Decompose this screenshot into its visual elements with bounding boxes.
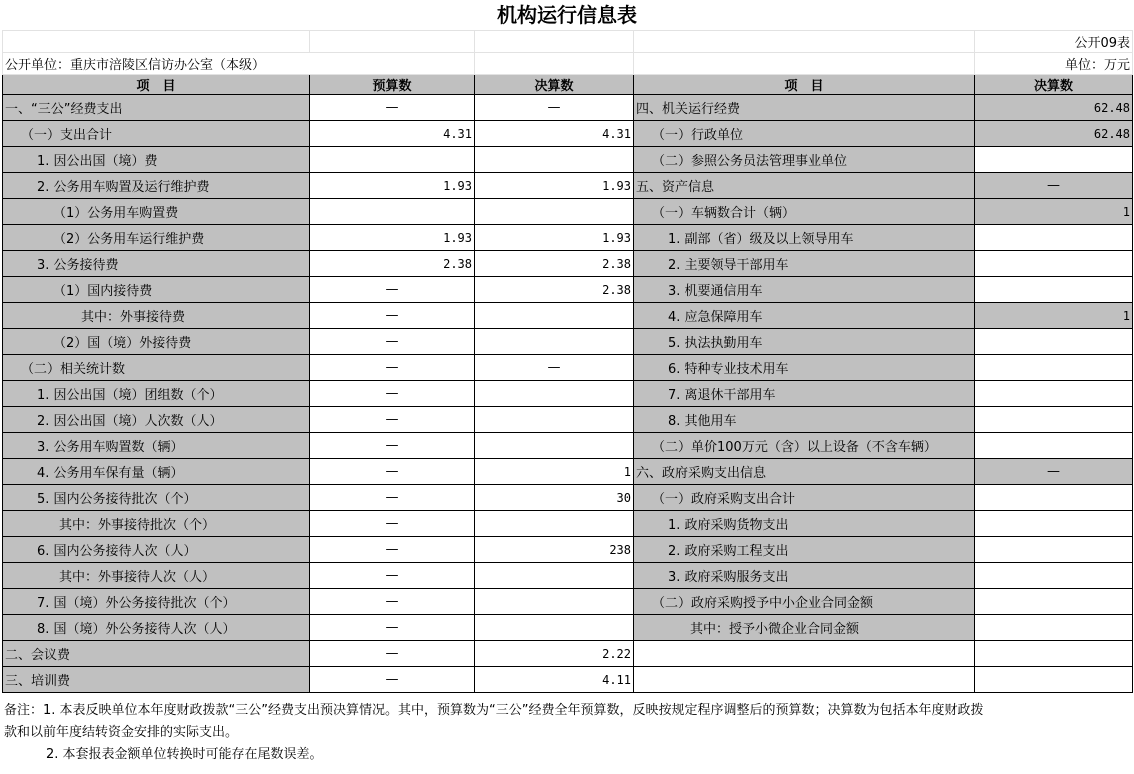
row-item-left: 其中：外事接待批次（个） [3, 511, 310, 537]
table-row [3, 433, 1133, 459]
note-line-2: 款和以前年度结转资金安排的实际支出。 [4, 725, 239, 740]
row-item-left: 2. 因公出国（境）人次数（人） [3, 407, 310, 433]
currency-unit: 单位：万元 [975, 53, 1133, 75]
row-right-value: — [975, 459, 1133, 485]
row-item-left: （2）国（境）外接待费 [3, 329, 310, 355]
row-final-value: 4.11 [475, 667, 634, 693]
row-final-value: 1 [475, 459, 634, 485]
table-row [3, 589, 1133, 615]
row-right-value: 1 [975, 199, 1133, 225]
row-budget-value: — [310, 381, 475, 407]
row-budget-value: 1.93 [310, 225, 475, 251]
row-budget-value: — [310, 511, 475, 537]
row-final-value: 238 [475, 537, 634, 563]
row-item-left: 3. 公务用车购置数（辆） [3, 433, 310, 459]
row-right-value [975, 225, 1133, 251]
table-row [3, 407, 1133, 433]
row-right-value [975, 407, 1133, 433]
row-item-right: 1. 副部（省）级及以上领导用车 [634, 225, 975, 251]
row-item-right: 其中：授予小微企业合同金额 [634, 615, 975, 641]
header-item-right: 项 目 [634, 75, 975, 95]
row-right-value: 62.48 [975, 121, 1133, 147]
row-item-right: 8. 其他用车 [634, 407, 975, 433]
table-row [3, 277, 1133, 303]
row-final-value [475, 511, 634, 537]
row-right-value [975, 641, 1133, 667]
row-right-value: — [975, 173, 1133, 199]
row-budget-value: — [310, 433, 475, 459]
row-item-left: 二、会议费 [3, 641, 310, 667]
table-row [3, 485, 1133, 511]
table-row [3, 355, 1133, 381]
table-code: 公开09表 [975, 31, 1133, 53]
row-item-left: 8. 国（境）外公务接待人次（人） [3, 615, 310, 641]
row-final-value [475, 563, 634, 589]
row-final-value [475, 199, 634, 225]
row-item-left: 其中：外事接待人次（人） [3, 563, 310, 589]
row-right-value [975, 355, 1133, 381]
row-right-value [975, 589, 1133, 615]
notes [4, 700, 1130, 766]
row-final-value: 30 [475, 485, 634, 511]
row-item-left: 5. 国内公务接待批次（个） [3, 485, 310, 511]
table-row [3, 95, 1133, 121]
header-final: 决算数 [475, 75, 634, 95]
table-row [3, 511, 1133, 537]
row-final-value [475, 147, 634, 173]
note-line-3: 2. 本套报表金额单位转换时可能存在尾数误差。 [46, 747, 323, 762]
row-final-value [475, 407, 634, 433]
row-budget-value [310, 199, 475, 225]
table-row [3, 667, 1133, 693]
row-final-value: 1.93 [475, 225, 634, 251]
row-right-value [975, 147, 1133, 173]
row-item-right: 3. 机要通信用车 [634, 277, 975, 303]
row-budget-value: — [310, 615, 475, 641]
table-row [3, 381, 1133, 407]
table-body [3, 95, 1133, 693]
row-budget-value: — [310, 329, 475, 355]
table-row [3, 615, 1133, 641]
row-final-value [475, 615, 634, 641]
info-table-container [2, 30, 1132, 693]
row-item-right: （二）单价100万元（含）以上设备（不含车辆） [634, 433, 975, 459]
row-item-left: （1）公务用车购置费 [3, 199, 310, 225]
row-item-right: 7. 离退休干部用车 [634, 381, 975, 407]
row-right-value [975, 277, 1133, 303]
row-budget-value: 1.93 [310, 173, 475, 199]
row-item-right: （一）政府采购支出合计 [634, 485, 975, 511]
row-item-right: 五、资产信息 [634, 173, 975, 199]
row-final-value: — [475, 355, 634, 381]
table-row [3, 303, 1133, 329]
row-right-value [975, 563, 1133, 589]
note-line-1: 备注：1. 本表反映单位本年度财政拨款“三公”经费支出预决算情况。其中，预算数为“三公”经费全年预算数，反映按规定程序调整后的预算数；决算数为包括本年度财政拨 [4, 703, 984, 718]
row-item-left: （一）支出合计 [3, 121, 310, 147]
row-budget-value: 2.38 [310, 251, 475, 277]
header-row [3, 75, 1133, 95]
meta-row-unit [3, 53, 1133, 75]
row-budget-value: — [310, 537, 475, 563]
row-item-left: （1）国内接待费 [3, 277, 310, 303]
publishing-unit: 公开单位：重庆市涪陵区信访办公室（本级） [3, 53, 475, 75]
row-right-value: 62.48 [975, 95, 1133, 121]
row-item-left: 1. 因公出国（境）团组数（个） [3, 381, 310, 407]
row-budget-value: — [310, 667, 475, 693]
row-right-value [975, 485, 1133, 511]
table-row [3, 121, 1133, 147]
row-final-value: 4.31 [475, 121, 634, 147]
table-title: 机构运行信息表 [497, 3, 637, 27]
row-item-right: 2. 政府采购工程支出 [634, 537, 975, 563]
header-item-left: 项 目 [3, 75, 310, 95]
row-item-left: （二）相关统计数 [3, 355, 310, 381]
row-item-right: 4. 应急保障用车 [634, 303, 975, 329]
table-row [3, 147, 1133, 173]
row-item-right [634, 641, 975, 667]
row-right-value [975, 615, 1133, 641]
row-item-left: 2. 公务用车购置及运行维护费 [3, 173, 310, 199]
row-item-right: 1. 政府采购货物支出 [634, 511, 975, 537]
row-final-value [475, 589, 634, 615]
table-row [3, 225, 1133, 251]
meta-row-code [3, 31, 1133, 53]
row-budget-value: — [310, 589, 475, 615]
row-budget-value: — [310, 563, 475, 589]
row-item-left: 7. 国（境）外公务接待批次（个） [3, 589, 310, 615]
row-item-left: （2）公务用车运行维护费 [3, 225, 310, 251]
row-item-right: （二）参照公务员法管理事业单位 [634, 147, 975, 173]
row-right-value [975, 329, 1133, 355]
row-final-value [475, 433, 634, 459]
row-item-left: 3. 公务接待费 [3, 251, 310, 277]
row-item-right: （一）车辆数合计（辆） [634, 199, 975, 225]
header-budget: 预算数 [310, 75, 475, 95]
table-row [3, 537, 1133, 563]
row-item-right: 3. 政府采购服务支出 [634, 563, 975, 589]
row-right-value [975, 433, 1133, 459]
row-final-value: 2.38 [475, 251, 634, 277]
table-row [3, 459, 1133, 485]
row-right-value [975, 381, 1133, 407]
table-row [3, 329, 1133, 355]
row-budget-value: 4.31 [310, 121, 475, 147]
row-item-left: 6. 国内公务接待人次（人） [3, 537, 310, 563]
row-right-value: 1 [975, 303, 1133, 329]
table-row [3, 199, 1133, 225]
row-right-value [975, 511, 1133, 537]
row-item-right: （一）行政单位 [634, 121, 975, 147]
header-final-right: 决算数 [975, 75, 1133, 95]
table-row [3, 173, 1133, 199]
row-item-right: 6. 特种专业技术用车 [634, 355, 975, 381]
row-right-value [975, 667, 1133, 693]
row-item-left: 其中：外事接待费 [3, 303, 310, 329]
row-budget-value: — [310, 407, 475, 433]
row-item-right: （二）政府采购授予中小企业合同金额 [634, 589, 975, 615]
row-final-value: 1.93 [475, 173, 634, 199]
row-budget-value: — [310, 485, 475, 511]
table-row [3, 563, 1133, 589]
row-budget-value: — [310, 303, 475, 329]
row-final-value: — [475, 95, 634, 121]
row-item-right: 四、机关运行经费 [634, 95, 975, 121]
row-budget-value: — [310, 459, 475, 485]
row-item-left: 1. 因公出国（境）费 [3, 147, 310, 173]
row-item-right: 六、政府采购支出信息 [634, 459, 975, 485]
row-budget-value: — [310, 641, 475, 667]
table-row [3, 251, 1133, 277]
info-table [2, 30, 1133, 693]
row-budget-value: — [310, 277, 475, 303]
row-item-right [634, 667, 975, 693]
row-item-left: 4. 公务用车保有量（辆） [3, 459, 310, 485]
row-budget-value: — [310, 355, 475, 381]
row-final-value [475, 381, 634, 407]
row-final-value: 2.22 [475, 641, 634, 667]
row-right-value [975, 537, 1133, 563]
row-item-right: 2. 主要领导干部用车 [634, 251, 975, 277]
row-item-right: 5. 执法执勤用车 [634, 329, 975, 355]
row-item-left: 一、“三公”经费支出 [3, 95, 310, 121]
row-budget-value [310, 147, 475, 173]
row-final-value [475, 303, 634, 329]
row-item-left: 三、培训费 [3, 667, 310, 693]
row-right-value [975, 251, 1133, 277]
table-row [3, 641, 1133, 667]
row-budget-value: — [310, 95, 475, 121]
row-final-value [475, 329, 634, 355]
row-final-value: 2.38 [475, 277, 634, 303]
